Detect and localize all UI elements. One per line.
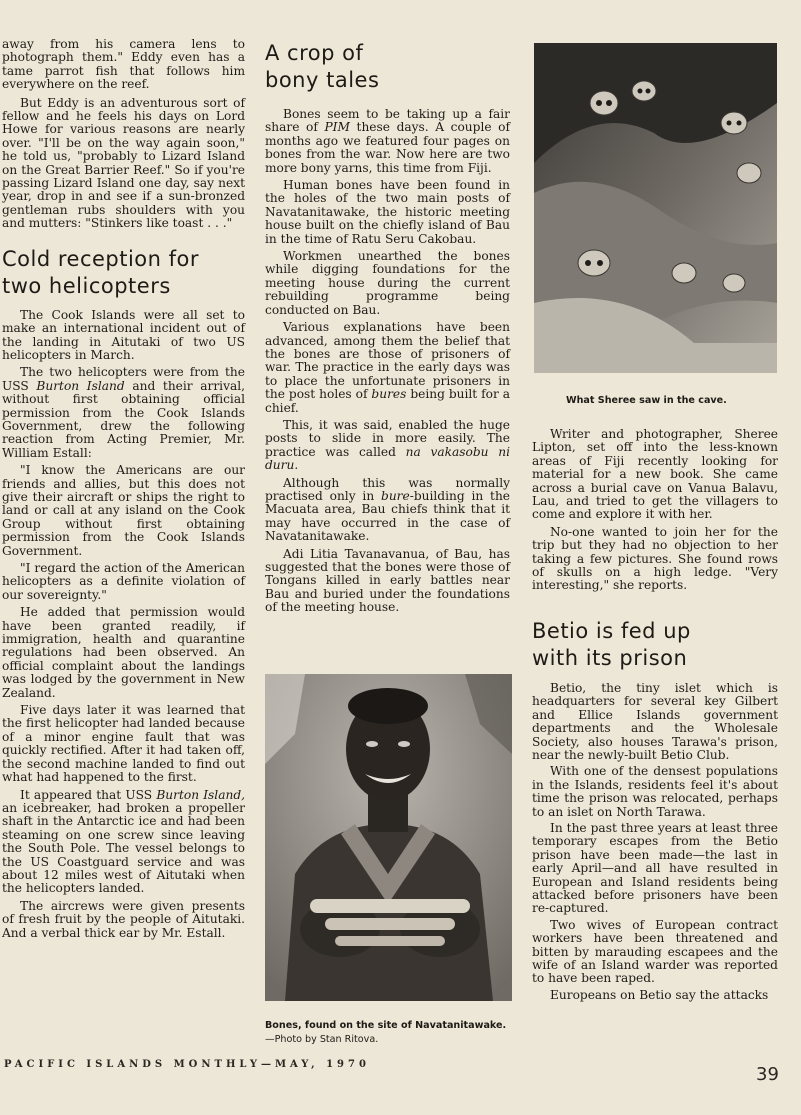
paragraph	[265, 108, 510, 175]
paragraph	[265, 419, 510, 473]
paragraph: Betio, the tiny islet which is headquarters for several key Gilbert and Ellice Islands government departments and the Wholesale Society, also houses Tarawa's prison, near the newly-built Betio Club.	[532, 680, 778, 762]
paragraph: He added that permission would have been granted readily, if immigration, health and quarantine regulations had been observed. An official complaint about the landings was lodged by the government in New Zealand.	[2, 605, 245, 700]
text: these days. A couple of months ago we featured four pages on bones from the war. Now here are two more bony yarns, this time from Fiji.	[265, 120, 510, 175]
text: Various explanations have been advanced, among them the belief that the bones are those of prisoners of war. The practice in the early days was to place the unfortunate prisoners in the post holes of	[265, 320, 510, 402]
text: and their arrival, without first obtaining official permission from the Cook Islands Government, drew the following reaction from Acting Premier, Mr. William Estall:	[2, 378, 245, 460]
text: Bones seem to be taking up a fair share of	[265, 107, 510, 135]
paragraph: No-one wanted to join her for the trip but they had no objection to her taking a few pictures. She found rows of skulls on a high ledge. "Very interesting," she reports.	[532, 524, 778, 593]
ship-name: Burton Island,	[156, 787, 245, 802]
paragraph: Two wives of European contract workers have been threatened and bitten by marauding escapees and the wife of an Island warder was reported to have been raped.	[532, 917, 778, 986]
text: -building in the Macuata area, Bau chiefs think that it may have occurred in the case of Navatanitawake.	[265, 488, 511, 544]
text: It appeared that USS	[20, 787, 157, 802]
paragraph: Human bones have been found in the holes of the two main posts of Navatanitawake, the historic meeting house built on the chiefly island of Bau in the time of Ratu Seru Cakobau.	[265, 178, 510, 246]
cave-photo	[534, 43, 777, 373]
page-footer: PACIFIC ISLANDS MONTHLY—MAY, 1970	[4, 1059, 370, 1070]
man-holding-bones-image	[265, 674, 512, 1001]
paragraph	[2, 366, 245, 460]
bones-photo	[265, 674, 512, 1001]
text: This, it was said, enabled the huge posts to slide in more easily. The practice was called	[265, 417, 510, 459]
text: being built for a chief.	[265, 387, 510, 415]
paragraph: The aircrews were given presents of fresh fruit by the people of Aitutaki. And a verbal thick ear by Mr. Estall.	[2, 898, 245, 940]
text: Although this was normally practised only in	[265, 475, 510, 503]
paragraph-continued: away from his camera lens to photograph them." Eddy even has a tame parrot fish that follows him everywhere on the reef.	[2, 37, 245, 92]
bones-photo-caption	[265, 1019, 515, 1047]
paragraph: Adi Litia Tavanavanua, of Bau, has suggested that the bones were those of Tongans killed in early battles near Bau and buried under the foundations of the meeting house.	[265, 546, 510, 615]
ship-name: Burton Island	[36, 378, 125, 393]
cave-photo-caption: What Sheree saw in the cave.	[566, 395, 727, 406]
term: bure	[381, 488, 410, 503]
column-3	[532, 428, 778, 1003]
text: an icebreaker, had broken a propeller shaft in the Antarctic ice and had been steaming on one screw since leaving the South Pole. The vessel belongs to the US Coastguard service and was about 12 miles west of Aitutaki when the helicopters landed.	[2, 800, 245, 896]
paragraph: "I regard the action of the American helicopters as a definite violation of our sovereignty."	[2, 561, 245, 602]
magazine-name: PIM	[324, 120, 350, 135]
paragraph: Five days later it was learned that the first helicopter had landed because of a minor engine fault that was quickly rectified. After it had taken off, the second machine landed to find out what had happened to the first.	[2, 703, 245, 785]
column-1	[2, 0, 245, 941]
paragraph: Workmen unearthed the bones while digging foundations for the meeting house during the current rebuilding programme being conducted on Bau.	[265, 249, 510, 317]
heading-bony-tales: A crop of bony tales	[265, 41, 380, 92]
paragraph: Europeans on Betio say the attacks	[550, 987, 769, 1002]
page-number: 39	[756, 1064, 779, 1085]
text: The two helicopters were from the USS	[2, 365, 245, 393]
paragraph: The Cook Islands were all set to make an international incident out of the landing in Aitutaki of two US helicopters in March.	[2, 307, 245, 362]
heading-helicopters: Cold reception for two helicopters	[2, 246, 200, 298]
paragraph: Writer and photographer, Sheree Lipton, set off into the less-known areas of Fiji recently looking for material for a new book. She came across a burial cave on Vanua Balavu, Lau, and tried to get the villagers to come and explore it with her.	[532, 427, 778, 522]
caption-text: Bones, found on the site of Navatanitawake.	[265, 1020, 507, 1031]
paragraph-eddy: But Eddy is an adventurous sort of fellow and he feels his days on Lord Howe for various reasons are nearly over. "I'll be on the way again soon," he told us, "probably to Lizard Island on the Great Barrier Reef." So if you're passing Lizard Island one day, say next year, drop in and see if a sun-bronzed gentleman rubs shoulders with you and mutters: "Stinkers like toast . . ."	[2, 95, 245, 231]
paragraph: "I know the Americans are our friends and allies, but this does not give their aircraft or ships the right to land or call at any island on the Cook Group without first obtaining permission from the Cook Islands Government.	[2, 463, 245, 558]
paragraph	[2, 789, 245, 896]
column-2	[265, 0, 510, 616]
paragraph: In the past three years at least three temporary escapes from the Betio prison have been made—the last in early April—and all have resulted in European and Island residents being attacked before prisoners have been re-captured.	[532, 820, 778, 916]
heading-betio-prison: Betio is fed up with its prison	[532, 618, 691, 670]
paragraph	[265, 321, 510, 415]
skulls-cave-image	[534, 43, 777, 373]
term: na vakasobu ni duru.	[265, 444, 511, 473]
paragraph	[265, 477, 510, 544]
paragraph: With one of the densest populations in the Islands, residents feel it's about time the prison was relocated, perhaps to an islet on North Tarawa.	[532, 764, 778, 819]
photo-credit: —Photo by Stan Ritova.	[265, 1034, 379, 1045]
term: bures	[371, 387, 407, 402]
